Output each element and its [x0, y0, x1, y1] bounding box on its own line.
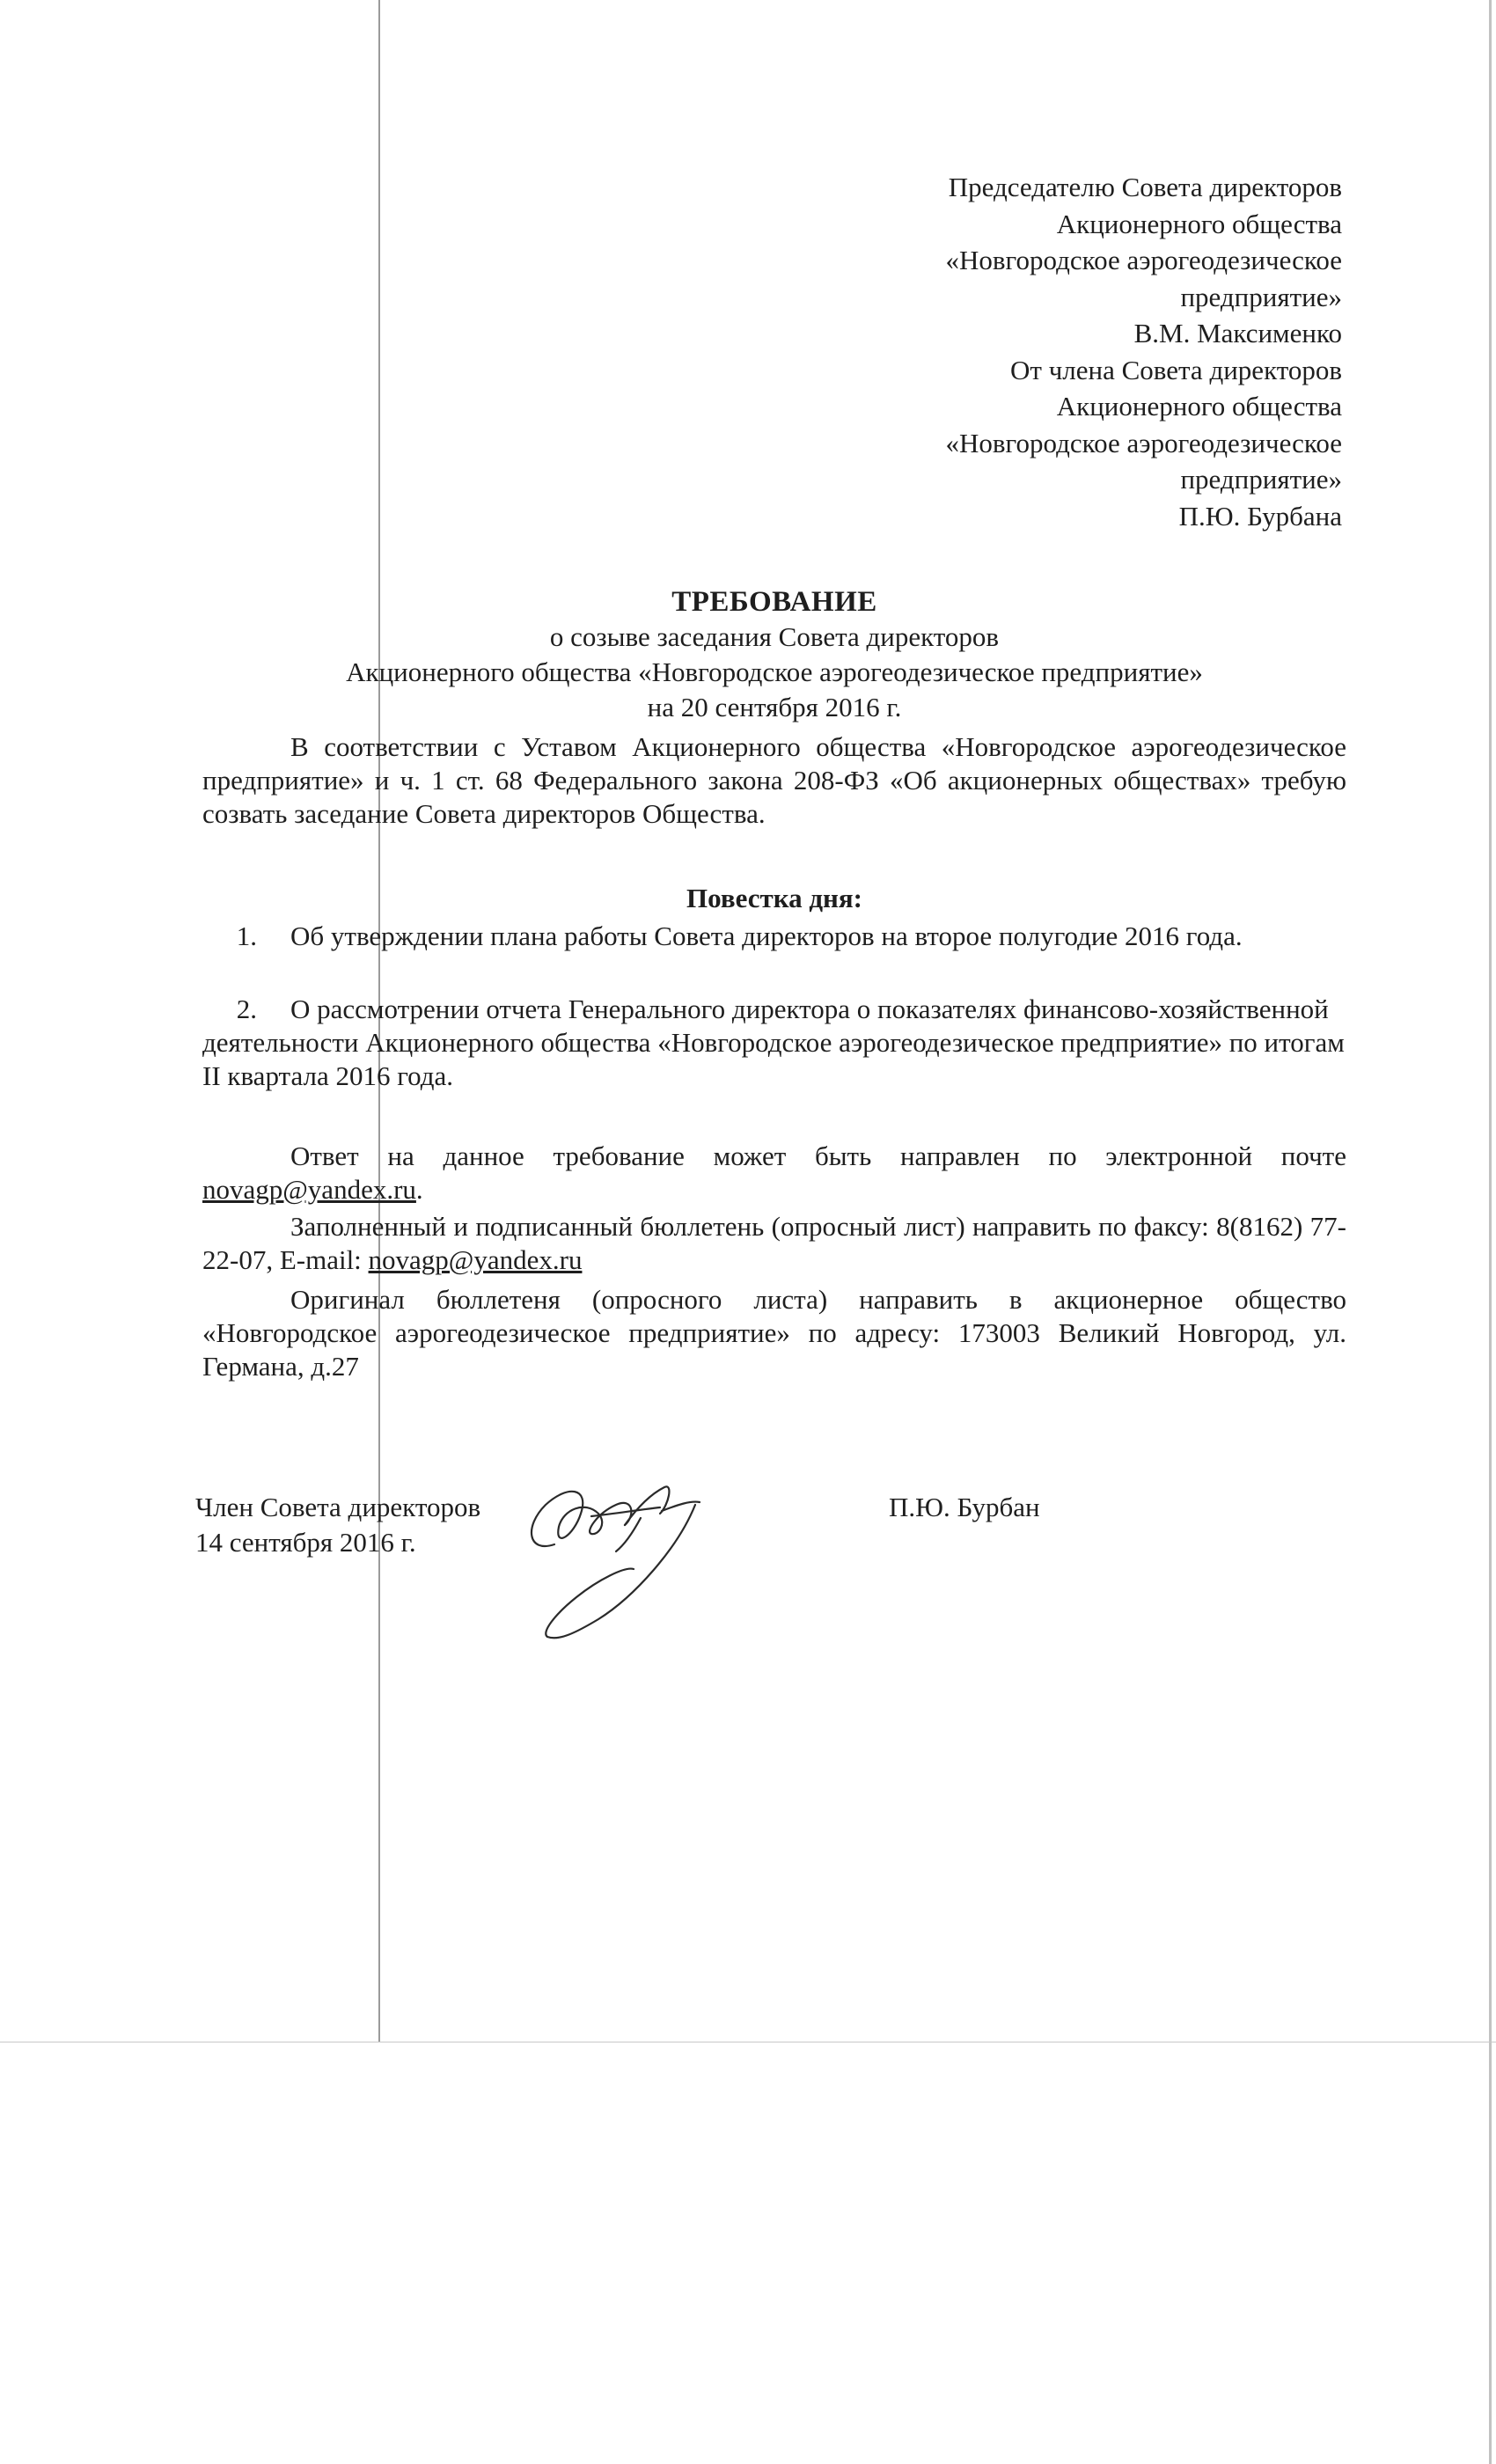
addressee-line: Председателю Совета директоров: [948, 172, 1342, 202]
agenda-item: [202, 993, 1346, 1093]
signature-date: 14 сентября 2016 г.: [195, 1527, 416, 1558]
agenda-item: [202, 920, 1346, 953]
response-paragraph: [202, 1140, 1346, 1206]
addressee-line: В.М. Максименко: [1133, 318, 1342, 348]
agenda-item-number: 2.: [236, 994, 257, 1024]
scan-edge-line: [1489, 0, 1492, 2464]
document-subtitle: о созыве заседания Совета директоров: [549, 621, 1000, 652]
addressee-line: предприятие»: [1180, 464, 1342, 495]
agenda-item-number: 1.: [236, 920, 257, 951]
addressee-line: Акционерного общества: [1056, 208, 1342, 239]
handwritten-signature: [493, 1465, 774, 1668]
company-name-line: Акционерного общества «Новгородское аэрогеодезическое предприятие»: [346, 656, 1203, 687]
addressee-line: «Новгородское аэрогеодезическое: [945, 427, 1342, 458]
response-period: .: [415, 1174, 423, 1205]
agenda-heading: Повестка дня:: [686, 883, 862, 913]
addressee-line: «Новгородское аэрогеодезическое: [945, 245, 1342, 275]
agenda-item-text: Об утверждении плана работы Совета директоров на второе полугодие 2016 года.: [290, 920, 1243, 951]
document-title-block: [202, 584, 1346, 725]
signatory-name: П.Ю. Бурбан: [889, 1492, 1040, 1522]
addressee-line: П.Ю. Бурбана: [1178, 500, 1342, 532]
addressee-line: Акционерного общества: [1056, 391, 1342, 422]
ballot-email-link[interactable]: novagp@yandex.ru: [368, 1244, 583, 1275]
intro-paragraph: В соответствии с Уставом Акционерного общества «Новгородское аэрогеодезическое предприятие» и ч. 1 ст. 68 Федерального закона 208-ФЗ «Об акционерных обществах» требую созвать заседание Совета директоров Общества.: [202, 731, 1346, 829]
meeting-date: на 20 сентября 2016 г.: [647, 692, 902, 722]
addressee-line: предприятие»: [1180, 281, 1342, 312]
signatory-block: [195, 1490, 480, 1560]
document-title: ТРЕБОВАНИЕ: [671, 586, 877, 618]
addressee-block: [849, 169, 1342, 534]
agenda-item-text: О рассмотрении отчета Генерального директора о показателях финансово-хозяйственной деятельности Акционерного общества «Новгородское аэрогеодезическое предприятие» по итогам II квартала 2016 года.: [202, 994, 1345, 1091]
ballot-paragraph: [202, 1210, 1346, 1277]
signatory-position: Член Совета директоров: [195, 1492, 481, 1522]
response-email-link[interactable]: novagp@yandex.ru: [202, 1174, 416, 1205]
addressee-line: От члена Совета директоров: [1010, 354, 1342, 385]
ballot-text: Заполненный и подписанный бюллетень (опросный лист) направить по факсу: 8(8162) 77-22-07, E-mail:: [202, 1211, 1346, 1275]
original-paragraph: Оригинал бюллетеня (опросного листа) направить в акционерное общество «Новгородское аэрогеодезическое предприятие» по адресу: 173003 Великий Новгород, ул. Германа, д.27: [202, 1284, 1346, 1382]
response-text: Ответ на данное требование может быть направлен по электронной почте: [290, 1140, 1346, 1171]
